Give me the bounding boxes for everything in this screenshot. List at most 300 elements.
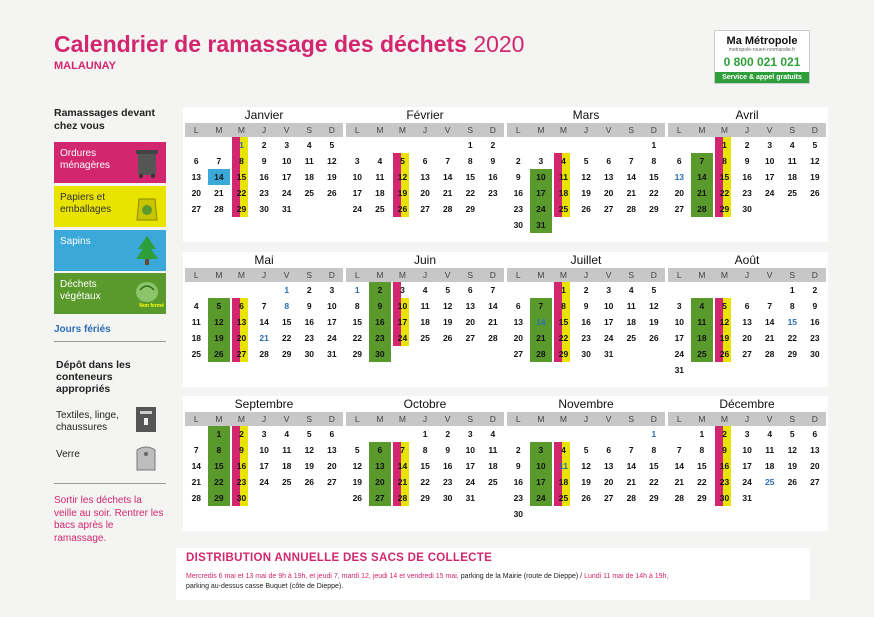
day-cell: 11 bbox=[488, 445, 498, 455]
weekday-label: L bbox=[193, 270, 199, 280]
day-cell: 6 bbox=[239, 301, 244, 311]
weekday-label: M bbox=[215, 414, 223, 424]
day-cell: 2 bbox=[515, 445, 521, 455]
day-cell: 20 bbox=[191, 188, 202, 198]
day-cell: 18 bbox=[558, 188, 569, 198]
weekday-label: L bbox=[676, 270, 682, 280]
month-8 bbox=[666, 252, 828, 387]
day-cell: 2 bbox=[261, 140, 267, 150]
day-cell: 27 bbox=[327, 477, 337, 487]
month-1 bbox=[183, 107, 345, 242]
weekday-label: M bbox=[398, 414, 406, 424]
day-cell: 23 bbox=[304, 333, 315, 343]
day-cell: 3 bbox=[538, 445, 544, 455]
day-cell: 3 bbox=[606, 285, 612, 295]
weekday-label: D bbox=[328, 270, 335, 280]
weekday-header bbox=[185, 268, 343, 282]
day-cell: 17 bbox=[603, 317, 614, 327]
weekday-label: M bbox=[559, 125, 567, 135]
day-cell: 22 bbox=[558, 333, 569, 343]
day-cell: 6 bbox=[329, 429, 335, 439]
day-cell: 22 bbox=[214, 477, 224, 487]
day-cell: 12 bbox=[581, 172, 591, 182]
divider bbox=[54, 483, 166, 484]
weekday-label: S bbox=[789, 125, 796, 135]
day-cell: 5 bbox=[354, 445, 360, 455]
day-cell: 6 bbox=[193, 156, 199, 166]
month-name: Avril bbox=[735, 108, 759, 122]
month-4 bbox=[666, 107, 828, 242]
day-cell: 5 bbox=[400, 156, 405, 166]
day-cell: 21 bbox=[626, 188, 637, 198]
day-cell: 25 bbox=[375, 204, 385, 214]
weekday-label: M bbox=[559, 270, 567, 280]
legend-papiers bbox=[54, 186, 166, 227]
day-cell: 29 bbox=[281, 349, 292, 359]
day-cell: 26 bbox=[719, 349, 730, 359]
day-cell: 16 bbox=[513, 188, 524, 198]
day-cell: 16 bbox=[810, 317, 820, 327]
day-cell: 28 bbox=[626, 204, 637, 214]
weekday-label: D bbox=[811, 414, 818, 424]
day-cell: 20 bbox=[236, 333, 247, 343]
day-cell: 15 bbox=[649, 461, 659, 471]
day-cell: 1 bbox=[354, 285, 360, 295]
day-grid bbox=[668, 282, 826, 382]
day-cell: 21 bbox=[764, 333, 775, 343]
day-cell: 25 bbox=[787, 188, 798, 198]
month-name: Octobre bbox=[403, 397, 447, 411]
day-cell: 6 bbox=[377, 445, 383, 455]
weekday-label: M bbox=[720, 125, 728, 135]
day-cell: 15 bbox=[236, 172, 247, 182]
weekday-label: M bbox=[698, 414, 706, 424]
month-name: Août bbox=[734, 253, 760, 267]
day-cell: 11 bbox=[558, 172, 568, 182]
weekday-label: J bbox=[583, 270, 589, 280]
weekday-label: S bbox=[467, 270, 474, 280]
day-cell: 13 bbox=[603, 461, 614, 471]
day-cell: 9 bbox=[261, 156, 267, 166]
day-cell: 23 bbox=[719, 477, 730, 487]
day-cell: 17 bbox=[465, 461, 476, 471]
day-cell: 5 bbox=[651, 285, 657, 295]
day-cell: 13 bbox=[465, 301, 476, 311]
day-cell: 8 bbox=[284, 301, 290, 311]
day-cell: 20 bbox=[513, 333, 524, 343]
weekday-label: J bbox=[261, 125, 267, 135]
weekday-label: V bbox=[605, 125, 612, 135]
day-cell: 18 bbox=[626, 317, 637, 327]
day-cell: 9 bbox=[583, 301, 589, 311]
day-grid bbox=[668, 137, 826, 237]
day-cell: 18 bbox=[191, 333, 202, 343]
day-cell: 15 bbox=[352, 317, 363, 327]
day-cell: 30 bbox=[304, 349, 315, 359]
day-cell: 16 bbox=[742, 172, 752, 182]
day-grid bbox=[185, 282, 343, 382]
day-cell: 15 bbox=[719, 172, 730, 182]
weekday-label: D bbox=[811, 270, 818, 280]
weekday-label: J bbox=[744, 414, 750, 424]
brand-name: Ma Métropole bbox=[726, 35, 798, 47]
collection-note: Sortir les déchets la veille au soir. Rentrer les bacs après le ramassage. bbox=[54, 495, 164, 544]
day-cell: 11 bbox=[304, 156, 314, 166]
title-year: 2020 bbox=[473, 31, 525, 57]
weekday-label: M bbox=[376, 125, 384, 135]
day-cell: 8 bbox=[722, 156, 727, 166]
day-cell: 3 bbox=[744, 429, 750, 439]
day-cell: 1 bbox=[651, 140, 657, 150]
day-cell: 2 bbox=[377, 285, 383, 295]
weekday-label: M bbox=[720, 414, 728, 424]
textile-container-icon bbox=[134, 405, 158, 433]
distribution-dates-2: Lundi 11 mai de 14h à 19h, bbox=[584, 573, 669, 580]
day-cell: 3 bbox=[767, 140, 773, 150]
day-cell: 22 bbox=[236, 188, 247, 198]
day-cell: 1 bbox=[789, 285, 795, 295]
day-cell: 13 bbox=[236, 317, 247, 327]
day-cell: 28 bbox=[764, 349, 775, 359]
day-cell: 19 bbox=[649, 317, 659, 327]
day-cell: 19 bbox=[214, 333, 224, 343]
day-grid bbox=[346, 137, 504, 237]
day-cell: 14 bbox=[208, 169, 231, 185]
month-9 bbox=[183, 396, 345, 531]
day-cell: 21 bbox=[536, 333, 546, 343]
day-cell: 14 bbox=[442, 172, 453, 182]
day-cell: 11 bbox=[697, 317, 707, 327]
day-cell: 10 bbox=[536, 172, 546, 182]
weekday-label: M bbox=[215, 125, 223, 135]
day-cell: 14 bbox=[626, 172, 637, 182]
day-cell: 6 bbox=[744, 301, 750, 311]
day-cell: 15 bbox=[465, 172, 476, 182]
day-cell: 6 bbox=[812, 429, 818, 439]
day-cell: 17 bbox=[259, 461, 269, 471]
day-cell: 21 bbox=[214, 188, 224, 198]
distribution-dates: Mercredis 6 mai et 13 mai de 9h à 19h, et jeudi 7, mardi 12, jeudi 14 et vendredi 15 mai, bbox=[186, 573, 459, 580]
day-cell: 13 bbox=[603, 172, 614, 182]
weekday-label: J bbox=[422, 270, 428, 280]
weekday-label: M bbox=[537, 270, 545, 280]
day-cell: 30 bbox=[810, 349, 820, 359]
day-grid bbox=[507, 137, 665, 237]
day-cell: 14 bbox=[259, 317, 269, 327]
day-cell: 17 bbox=[536, 477, 546, 487]
day-cell: 13 bbox=[674, 172, 685, 182]
day-cell: 25 bbox=[697, 349, 707, 359]
day-cell: 11 bbox=[787, 156, 797, 166]
weekday-label: M bbox=[376, 270, 384, 280]
day-cell: 22 bbox=[649, 188, 659, 198]
day-cell: 19 bbox=[352, 477, 363, 487]
trash-bin-icon bbox=[134, 147, 160, 178]
day-cell: 10 bbox=[603, 301, 614, 311]
day-cell: 1 bbox=[722, 140, 727, 150]
day-cell: 20 bbox=[327, 461, 337, 471]
weekday-label: J bbox=[422, 414, 428, 424]
distribution-place-2: parking au-dessus casse Buquet (côte de Dieppe). bbox=[186, 583, 344, 590]
day-cell: 21 bbox=[191, 477, 202, 487]
day-cell: 12 bbox=[397, 172, 408, 182]
day-cell: 30 bbox=[236, 493, 247, 503]
day-cell: 27 bbox=[375, 493, 385, 503]
day-cell: 26 bbox=[649, 333, 659, 343]
day-cell: 29 bbox=[697, 493, 707, 503]
day-cell: 24 bbox=[536, 204, 546, 214]
brand-service: Service & appel gratuits bbox=[715, 72, 809, 83]
day-cell: 14 bbox=[674, 461, 685, 471]
day-cell: 19 bbox=[787, 461, 798, 471]
day-cell: 22 bbox=[352, 333, 363, 343]
day-cell: 24 bbox=[674, 349, 685, 359]
weekday-label: S bbox=[628, 270, 635, 280]
day-cell: 16 bbox=[719, 461, 730, 471]
day-cell: 20 bbox=[375, 477, 385, 487]
brand-phone: 0 800 021 021 bbox=[723, 55, 801, 69]
weekday-label: D bbox=[328, 125, 335, 135]
day-cell: 3 bbox=[400, 285, 405, 295]
weekday-label: J bbox=[744, 125, 750, 135]
day-cell: 7 bbox=[261, 301, 267, 311]
day-cell: 11 bbox=[375, 172, 385, 182]
day-cell: 7 bbox=[400, 445, 405, 455]
day-cell: 8 bbox=[651, 156, 657, 166]
verre-label: Verre bbox=[56, 449, 80, 460]
day-cell: 5 bbox=[306, 429, 312, 439]
day-cell: 27 bbox=[603, 493, 614, 503]
weekday-label: S bbox=[628, 414, 635, 424]
day-cell: 18 bbox=[281, 461, 292, 471]
day-cell: 28 bbox=[191, 493, 202, 503]
day-cell: 5 bbox=[583, 156, 589, 166]
weekday-label: M bbox=[698, 270, 706, 280]
day-cell: 25 bbox=[488, 477, 498, 487]
weekday-label: D bbox=[489, 125, 496, 135]
day-cell: 25 bbox=[281, 477, 292, 487]
day-cell: 23 bbox=[513, 204, 524, 214]
day-cell: 26 bbox=[810, 188, 820, 198]
day-cell: 27 bbox=[513, 349, 524, 359]
day-grid bbox=[185, 426, 343, 526]
day-cell: 11 bbox=[282, 445, 292, 455]
day-cell: 12 bbox=[214, 317, 224, 327]
day-cell: 8 bbox=[467, 156, 473, 166]
day-cell: 10 bbox=[764, 156, 775, 166]
day-cell: 31 bbox=[674, 365, 685, 375]
day-cell: 10 bbox=[281, 156, 292, 166]
day-cell: 16 bbox=[236, 461, 247, 471]
day-cell: 28 bbox=[442, 204, 453, 214]
day-cell: 30 bbox=[442, 493, 453, 503]
day-cell: 31 bbox=[603, 349, 614, 359]
day-cell: 4 bbox=[306, 140, 312, 150]
day-cell: 6 bbox=[676, 156, 682, 166]
day-cell: 22 bbox=[420, 477, 430, 487]
day-cell: 4 bbox=[789, 140, 795, 150]
day-grid bbox=[507, 426, 665, 526]
weekday-label: L bbox=[515, 270, 521, 280]
day-cell: 3 bbox=[329, 285, 335, 295]
month-11 bbox=[505, 396, 667, 531]
day-cell: 11 bbox=[191, 317, 201, 327]
day-cell: 30 bbox=[742, 204, 752, 214]
day-cell: 3 bbox=[676, 301, 682, 311]
day-cell: 15 bbox=[214, 461, 224, 471]
weekday-label: J bbox=[744, 270, 750, 280]
day-cell: 27 bbox=[420, 204, 430, 214]
day-cell: 26 bbox=[581, 204, 591, 214]
weekday-label: V bbox=[605, 414, 612, 424]
day-cell: 23 bbox=[236, 477, 247, 487]
month-2 bbox=[344, 107, 506, 242]
day-cell: 27 bbox=[191, 204, 202, 214]
day-cell: 6 bbox=[467, 285, 473, 295]
day-cell: 23 bbox=[513, 493, 524, 503]
weekday-label: S bbox=[789, 414, 796, 424]
day-cell: 2 bbox=[445, 429, 451, 439]
weekday-label: L bbox=[193, 414, 199, 424]
day-cell: 12 bbox=[810, 156, 820, 166]
day-cell: 17 bbox=[764, 172, 775, 182]
day-cell: 7 bbox=[628, 445, 634, 455]
weekday-label: D bbox=[650, 125, 657, 135]
day-cell: 29 bbox=[420, 493, 430, 503]
day-cell: 18 bbox=[420, 317, 430, 327]
day-cell: 30 bbox=[719, 493, 730, 503]
day-cell: 14 bbox=[626, 461, 637, 471]
day-cell: 2 bbox=[812, 285, 818, 295]
weekday-label: S bbox=[628, 125, 635, 135]
day-cell: 1 bbox=[284, 285, 290, 295]
day-cell: 20 bbox=[742, 333, 752, 343]
day-cell: 18 bbox=[697, 333, 707, 343]
weekday-label: D bbox=[328, 414, 335, 424]
day-cell: 28 bbox=[674, 493, 685, 503]
weekday-label: M bbox=[237, 270, 245, 280]
day-cell: 27 bbox=[603, 204, 614, 214]
day-cell: 22 bbox=[697, 477, 707, 487]
day-cell: 9 bbox=[515, 172, 521, 182]
day-cell: 26 bbox=[304, 477, 315, 487]
day-cell: 26 bbox=[442, 333, 453, 343]
legend-sapins-label: Sapins bbox=[60, 236, 91, 247]
day-cell: 31 bbox=[281, 204, 292, 214]
day-cell: 4 bbox=[422, 285, 428, 295]
day-cell: 4 bbox=[561, 445, 566, 455]
day-cell: 2 bbox=[239, 429, 244, 439]
day-cell: 25 bbox=[764, 477, 775, 487]
day-cell: 24 bbox=[536, 493, 546, 503]
day-cell: 24 bbox=[352, 204, 363, 214]
day-cell: 23 bbox=[581, 333, 591, 343]
glass-container-icon bbox=[134, 444, 158, 472]
day-cell: 15 bbox=[697, 461, 707, 471]
day-cell: 28 bbox=[488, 333, 498, 343]
day-cell: 21 bbox=[674, 477, 685, 487]
day-cell: 18 bbox=[787, 172, 798, 182]
day-cell: 4 bbox=[193, 301, 199, 311]
day-cell: 12 bbox=[442, 301, 453, 311]
day-cell: 25 bbox=[626, 333, 637, 343]
weekday-label: M bbox=[237, 125, 245, 135]
weekday-header bbox=[185, 412, 343, 426]
day-cell: 17 bbox=[742, 461, 752, 471]
day-cell: 22 bbox=[281, 333, 292, 343]
day-cell: 19 bbox=[581, 477, 591, 487]
day-cell: 19 bbox=[719, 333, 730, 343]
day-cell: 18 bbox=[375, 188, 385, 198]
weekday-header bbox=[346, 412, 504, 426]
day-cell: 24 bbox=[603, 333, 614, 343]
day-cell: 27 bbox=[465, 333, 476, 343]
day-cell: 23 bbox=[259, 188, 269, 198]
day-cell: 27 bbox=[742, 349, 752, 359]
weekday-label: V bbox=[283, 414, 290, 424]
legend-vegetaux bbox=[54, 273, 166, 314]
day-cell: 18 bbox=[488, 461, 498, 471]
day-cell: 12 bbox=[352, 461, 363, 471]
day-cell: 12 bbox=[649, 301, 659, 311]
day-cell: 11 bbox=[420, 301, 430, 311]
day-cell: 20 bbox=[465, 317, 476, 327]
weekday-label: D bbox=[650, 270, 657, 280]
weekday-label: J bbox=[261, 414, 267, 424]
day-cell: 9 bbox=[812, 301, 818, 311]
month-name: Mai bbox=[254, 253, 274, 267]
weekday-label: V bbox=[283, 270, 290, 280]
day-cell: 24 bbox=[742, 477, 752, 487]
distribution-text bbox=[186, 572, 806, 592]
day-cell: 20 bbox=[810, 461, 820, 471]
day-cell: 11 bbox=[626, 301, 636, 311]
weekday-label: M bbox=[398, 270, 406, 280]
day-cell: 5 bbox=[789, 429, 795, 439]
deposit-heading: Dépôt dans les conteneurs appropriés bbox=[56, 359, 131, 395]
day-cell: 1 bbox=[561, 285, 566, 295]
weekday-label: M bbox=[376, 414, 384, 424]
day-cell: 30 bbox=[259, 204, 269, 214]
day-cell: 24 bbox=[281, 188, 292, 198]
legend-sapins bbox=[54, 230, 166, 271]
day-cell: 7 bbox=[699, 156, 705, 166]
day-cell: 10 bbox=[674, 317, 685, 327]
day-cell: 5 bbox=[216, 301, 222, 311]
day-cell: 28 bbox=[259, 349, 269, 359]
day-cell: 16 bbox=[304, 317, 315, 327]
day-cell: 17 bbox=[327, 317, 337, 327]
day-cell: 11 bbox=[765, 445, 775, 455]
weekday-label: L bbox=[193, 125, 199, 135]
day-cell: 4 bbox=[284, 429, 290, 439]
day-cell: 10 bbox=[742, 445, 752, 455]
legend-papiers-label: Papiers et emballages bbox=[60, 192, 112, 215]
weekday-label: V bbox=[283, 125, 290, 135]
day-cell: 18 bbox=[304, 172, 315, 182]
day-cell: 4 bbox=[490, 429, 496, 439]
weekday-label: M bbox=[720, 270, 728, 280]
weekday-label: D bbox=[489, 414, 496, 424]
day-cell: 17 bbox=[397, 317, 408, 327]
day-cell: 13 bbox=[420, 172, 430, 182]
day-cell: 7 bbox=[490, 285, 496, 295]
weekday-label: V bbox=[605, 270, 612, 280]
day-cell: 1 bbox=[239, 140, 244, 150]
day-cell: 16 bbox=[259, 172, 269, 182]
month-name: Septembre bbox=[234, 397, 294, 411]
day-cell: 14 bbox=[397, 461, 408, 471]
